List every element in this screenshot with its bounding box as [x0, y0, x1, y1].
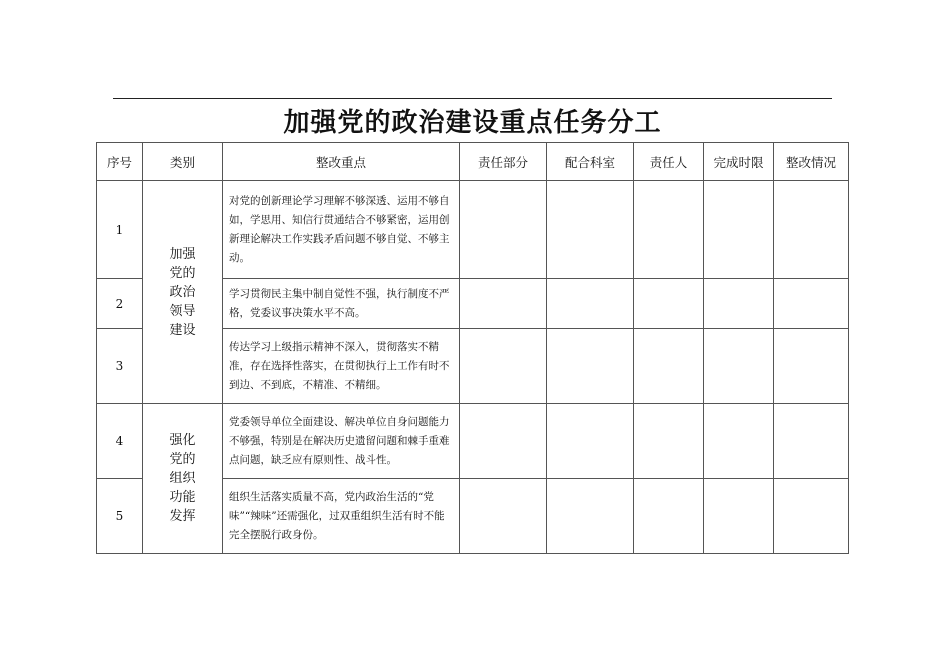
responsible-dept-cell[interactable]: [460, 404, 547, 479]
status-cell[interactable]: [774, 329, 849, 404]
status-cell[interactable]: [774, 279, 849, 329]
row-number: 5: [97, 479, 143, 554]
focus-item: 对党的创新理论学习理解不够深透、运用不够自如，学思用、知信行贯通结合不够紧密，运用创新理论解决工作实践矛盾问题不够自觉、不够主动。: [223, 181, 460, 279]
page-title: 加强党的政治建设重点任务分工: [283, 108, 662, 138]
focus-item: 组织生活落实质量不高，党内政治生活的“党味”“辣味”还需强化，过双重组织生活有时不能完全摆脱行政身份。: [223, 479, 460, 554]
category-cell: [143, 404, 223, 554]
header-responsible-dept: 责任部分: [460, 143, 547, 181]
table-row: [97, 404, 849, 479]
cooperating-dept-cell[interactable]: [547, 329, 634, 404]
responsible-dept-cell[interactable]: [460, 329, 547, 404]
status-cell[interactable]: [774, 181, 849, 279]
category-label: 加强党的政治领导建设: [169, 246, 196, 338]
deadline-cell[interactable]: [704, 181, 774, 279]
deadline-cell[interactable]: [704, 404, 774, 479]
header-focus: 整改重点: [223, 143, 460, 181]
deadline-cell[interactable]: [704, 279, 774, 329]
header-cooperating-dept: 配合科室: [547, 143, 634, 181]
header-category: 类别: [143, 143, 223, 181]
cooperating-dept-cell[interactable]: [547, 181, 634, 279]
header-deadline: 完成时限: [704, 143, 774, 181]
cooperating-dept-cell[interactable]: [547, 479, 634, 554]
row-number: 2: [97, 279, 143, 329]
table-row: [97, 181, 849, 279]
focus-item: 学习贯彻民主集中制自觉性不强，执行制度不严格，党委议事决策水平不高。: [223, 279, 460, 329]
task-table: [96, 142, 849, 554]
status-cell[interactable]: [774, 479, 849, 554]
deadline-cell[interactable]: [704, 329, 774, 404]
header-responsible-person: 责任人: [634, 143, 704, 181]
row-number: 4: [97, 404, 143, 479]
responsible-person-cell[interactable]: [634, 479, 704, 554]
focus-item: 党委领导单位全面建设、解决单位自身问题能力不够强，特别是在解决历史遗留问题和棘手重难点问题，缺乏应有原则性、战斗性。: [223, 404, 460, 479]
header-index: 序号: [97, 143, 143, 181]
table-header-row: [97, 143, 849, 181]
row-number: 1: [97, 181, 143, 279]
status-cell[interactable]: [774, 404, 849, 479]
responsible-dept-cell[interactable]: [460, 181, 547, 279]
focus-item: 传达学习上级指示精神不深入，贯彻落实不精准，存在选择性落实，在贯彻执行上工作有时不到边、不到底，不精准、不精细。: [223, 329, 460, 404]
category-label: 强化党的组织功能发挥: [169, 433, 196, 524]
category-cell: [143, 181, 223, 404]
responsible-dept-cell[interactable]: [460, 279, 547, 329]
header-status: 整改情况: [774, 143, 849, 181]
deadline-cell[interactable]: [704, 479, 774, 554]
responsible-person-cell[interactable]: [634, 279, 704, 329]
responsible-person-cell[interactable]: [634, 329, 704, 404]
cooperating-dept-cell[interactable]: [547, 404, 634, 479]
responsible-person-cell[interactable]: [634, 404, 704, 479]
responsible-person-cell[interactable]: [634, 181, 704, 279]
responsible-dept-cell[interactable]: [460, 479, 547, 554]
cooperating-dept-cell[interactable]: [547, 279, 634, 329]
title-rule: [113, 98, 832, 99]
row-number: 3: [97, 329, 143, 404]
